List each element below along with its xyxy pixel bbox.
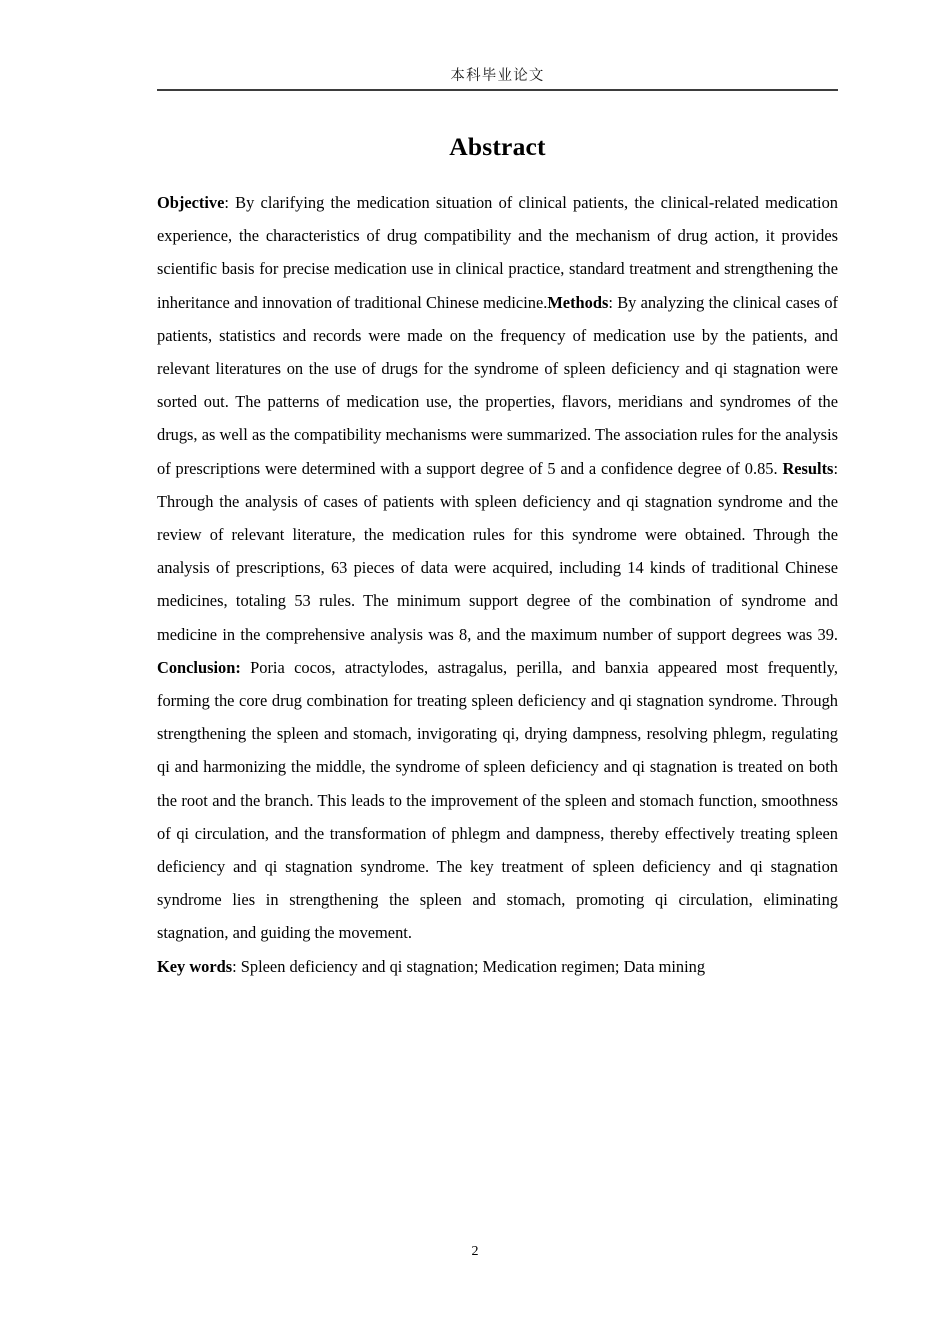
- conclusion-label: Conclusion:: [157, 657, 241, 677]
- abstract-body: [157, 186, 838, 983]
- abstract-paragraph: [157, 186, 838, 950]
- methods-text: : By analyzing the clinical cases of patients, statistics and records were made on the frequency of medication use by the patients, and relevant literatures on the use of drugs for the syndrome of spleen deficiency and qi stagnation were sorted out. The patterns of medication use, the properties, flavors, meridians and syndromes of the drugs, as well as the compatibility mechanisms were summarized. The association rules for the analysis of prescriptions were determined with a support degree of 5 and a confidence degree of 0.85.: [157, 292, 838, 478]
- key-words-text: : Spleen deficiency and qi stagnation; Medication regimen; Data mining: [232, 956, 706, 976]
- running-header: [157, 66, 838, 86]
- conclusion-text: Poria cocos, atractylodes, astragalus, perilla, and banxia appeared most frequently, forming the core drug combination for treating spleen deficiency and qi stagnation syndrome. Through strengthening the spleen and stomach, invigorating qi, drying dampness, resolving phlegm, regulating qi and harmonizing the middle, the syndrome of spleen deficiency and qi stagnation is treated on both the root and the branch. This leads to the improvement of the spleen and stomach function, smoothness of qi circulation, and the transformation of phlegm and dampness, thereby effectively treating spleen deficiency and qi stagnation syndrome. The key treatment of spleen deficiency and qi stagnation syndrome lies in strengthening the spleen and stomach, promoting qi circulation, eliminating stagnation, and guiding the movement.: [157, 657, 838, 943]
- page-title: Abstract: [449, 132, 546, 162]
- running-header-text: 本科毕业论文: [450, 68, 545, 84]
- page-number: 2: [471, 1244, 479, 1259]
- methods-label: Methods: [547, 292, 609, 312]
- results-label: Results: [782, 458, 834, 478]
- key-words-label: Key words: [157, 956, 233, 976]
- header-divider-rule: [157, 89, 838, 91]
- objective-label: Objective: [157, 193, 225, 212]
- key-words-line: [157, 950, 838, 983]
- results-text: : Through the analysis of cases of patients with spleen deficiency and qi stagnation syndrome and the review of relevant literature, the medication rules for this syndrome were obtained. Through the analysis of prescriptions, 63 pieces of data were acquired, including 14 kinds of traditional Chinese medicines, totaling 53 rules. The minimum support degree of the combination of syndrome and medicine in the comprehensive analysis was 8, and the maximum number of support degrees was 39.: [157, 458, 838, 644]
- objective-text: : By clarifying the medication situation of clinical patients, the clinical-related medication experience, the characteristics of drug compatibility and the mechanism of drug action, it provides scientific basis for precise medication use in clinical practice, standard treatment and strengthening the inheritance and innovation of traditional Chinese medicine.: [157, 193, 838, 312]
